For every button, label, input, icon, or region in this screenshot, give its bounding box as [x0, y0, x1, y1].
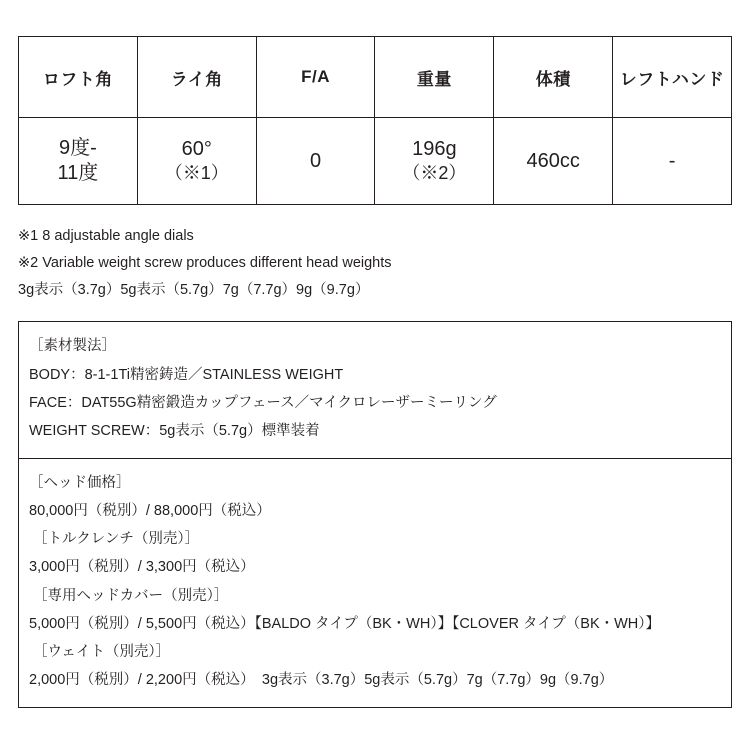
spec-header-lie: ライ角 — [137, 37, 256, 118]
weight-option-heading: ［ウェイト（別売）］ — [33, 644, 171, 661]
spec-table-body — [19, 118, 732, 205]
material-heading: ［素材製法］ — [29, 338, 116, 355]
head-cover-value: 5,000円（税別）/ 5,500円（税込）【BALDO タイプ（BK・WH）】【CLOVER タイプ（BK・WH）】 — [29, 615, 661, 632]
spec-value-weight-line1: 196g — [412, 138, 457, 161]
spec-value-weight-line2: （※2） — [402, 163, 467, 184]
spec-value-loft-line2: 11度 — [57, 162, 99, 184]
material-weight-screw-line: WEIGHT SCREW：5g表示（5.7g）標準装着 — [29, 423, 320, 440]
spec-value-volume-line1: 460cc — [526, 149, 580, 172]
spec-value-lie-lines — [138, 137, 256, 185]
footnotes — [18, 223, 732, 303]
detail-box — [18, 321, 732, 707]
spec-value-lefthand-lines — [613, 149, 731, 174]
spec-value-weight — [375, 118, 494, 205]
material-section — [19, 322, 731, 457]
footnote-3: 3g表示（3.7g）5g表示（5.7g）7g（7.7g）9g（9.7g） — [18, 281, 370, 298]
spec-value-loft — [19, 118, 138, 205]
spec-value-fa-line1: 0 — [310, 149, 322, 172]
spec-value-volume-lines — [494, 149, 612, 174]
spec-header-fa: F/A — [256, 37, 375, 118]
head-price-value: 80,000円（税別）/ 88,000円（税込） — [29, 502, 271, 519]
spec-value-lie-line1: 60° — [181, 138, 212, 161]
material-face-line: FACE：DAT55G精密鍛造カップフェース／マイクロレーザーミーリング — [29, 394, 497, 411]
spec-table — [18, 36, 732, 205]
material-body-line: BODY：8-1-1Ti精密鋳造／STAINLESS WEIGHT — [29, 366, 344, 383]
spec-header-volume: 体積 — [494, 37, 613, 118]
spec-table-header-row — [19, 37, 732, 118]
spec-value-fa-lines — [257, 149, 375, 174]
spec-value-weight-lines — [375, 137, 493, 185]
pricing-section — [19, 458, 731, 707]
spec-table-head — [19, 37, 732, 118]
weight-option-value: 2,000円（税別）/ 2,200円（税込） 3g表示（3.7g）5g表示（5.7g）7g（7.7g）9g（9.7g） — [29, 672, 614, 689]
spec-header-loft: ロフト角 — [19, 37, 138, 118]
torque-wrench-heading: ［トルクレンチ（別売）］ — [33, 531, 200, 548]
head-price-heading: ［ヘッド価格］ — [29, 474, 131, 491]
spec-value-lefthand-line1: - — [668, 149, 676, 172]
head-cover-heading: ［専用ヘッドカバー（別売）］ — [33, 587, 229, 604]
footnote-1: ※1 8 adjustable angle dials — [18, 228, 194, 244]
spec-value-loft-line1: 9度- — [59, 137, 97, 159]
spec-header-lefthand: レフトハンド — [613, 37, 732, 118]
spec-value-lie — [137, 118, 256, 205]
spec-value-lefthand — [613, 118, 732, 205]
table-row — [19, 118, 732, 205]
spec-header-weight: 重量 — [375, 37, 494, 118]
spec-value-loft-lines — [19, 136, 137, 186]
spec-value-volume — [494, 118, 613, 205]
torque-wrench-value: 3,000円（税別）/ 3,300円（税込） — [29, 559, 255, 576]
footnote-2: ※2 Variable weight screw produces different head weights — [18, 254, 392, 271]
spec-value-lie-line2: （※1） — [164, 163, 229, 184]
spec-value-fa — [256, 118, 375, 205]
